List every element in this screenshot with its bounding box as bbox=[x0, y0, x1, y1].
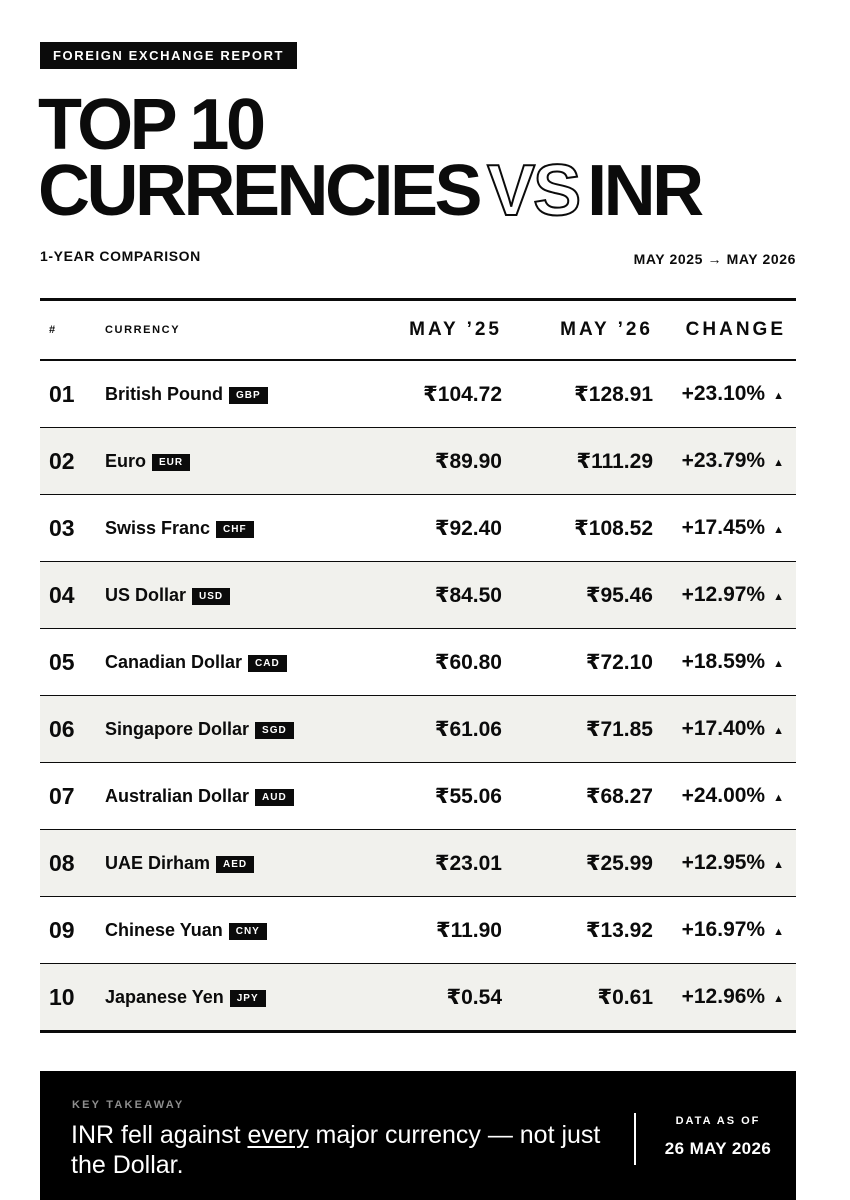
currency-code-badge: CNY bbox=[229, 923, 267, 940]
row-may26-rate: ₹25.99 bbox=[510, 830, 661, 897]
row-may25-rate: ₹55.06 bbox=[360, 763, 510, 830]
row-rank: 05 bbox=[40, 629, 105, 696]
currency-name: Japanese Yen bbox=[105, 986, 224, 1007]
up-triangle-icon: ▲ bbox=[773, 524, 784, 536]
row-currency bbox=[105, 696, 360, 763]
row-rank: 01 bbox=[40, 360, 105, 428]
title-currencies: CURRENCIES bbox=[38, 151, 480, 231]
currency-name: Swiss Franc bbox=[105, 517, 211, 538]
row-may26-rate: ₹111.29 bbox=[510, 428, 661, 495]
row-change bbox=[661, 428, 796, 495]
change-value: +17.45% bbox=[681, 516, 766, 539]
change-value: +23.10% bbox=[681, 382, 766, 405]
row-currency bbox=[105, 562, 360, 629]
table-row bbox=[40, 629, 796, 696]
row-currency bbox=[105, 763, 360, 830]
up-triangle-icon: ▲ bbox=[773, 591, 784, 603]
data-as-of-label: DATA AS OF bbox=[675, 1115, 761, 1127]
currency-name: Australian Dollar bbox=[105, 785, 250, 806]
row-rank: 10 bbox=[40, 964, 105, 1032]
table-row bbox=[40, 763, 796, 830]
currency-name: Singapore Dollar bbox=[105, 718, 250, 739]
currency-code-badge: CHF bbox=[216, 521, 254, 538]
currency-name: Canadian Dollar bbox=[105, 651, 243, 672]
change-value: +17.40% bbox=[681, 717, 766, 740]
row-rank: 03 bbox=[40, 495, 105, 562]
row-change bbox=[661, 629, 796, 696]
row-change bbox=[661, 360, 796, 428]
title-vs-outline: VS bbox=[487, 151, 580, 231]
subtitle: 1-YEAR COMPARISON bbox=[40, 248, 201, 264]
row-change bbox=[661, 562, 796, 629]
table-row bbox=[40, 964, 796, 1032]
row-currency bbox=[105, 897, 360, 964]
up-triangle-icon: ▲ bbox=[773, 993, 784, 1005]
row-rank: 09 bbox=[40, 897, 105, 964]
row-currency bbox=[105, 428, 360, 495]
row-may25-rate: ₹104.72 bbox=[360, 360, 510, 428]
currency-code-badge: AUD bbox=[255, 789, 294, 806]
row-may25-rate: ₹60.80 bbox=[360, 629, 510, 696]
up-triangle-icon: ▲ bbox=[773, 725, 784, 737]
up-triangle-icon: ▲ bbox=[773, 390, 784, 402]
row-rank: 04 bbox=[40, 562, 105, 629]
key-takeaway-panel bbox=[40, 1071, 796, 1200]
row-currency bbox=[105, 495, 360, 562]
change-value: +12.96% bbox=[681, 985, 766, 1008]
currency-name: British Pound bbox=[105, 383, 223, 404]
currency-code-badge: SGD bbox=[255, 722, 294, 739]
header-may25: MAY ’25 bbox=[360, 300, 510, 361]
row-may25-rate: ₹84.50 bbox=[360, 562, 510, 629]
currency-name: Chinese Yuan bbox=[105, 919, 223, 940]
row-may26-rate: ₹72.10 bbox=[510, 629, 661, 696]
up-triangle-icon: ▲ bbox=[773, 792, 784, 804]
row-may25-rate: ₹11.90 bbox=[360, 897, 510, 964]
table-row bbox=[40, 562, 796, 629]
change-value: +12.95% bbox=[681, 851, 766, 874]
data-as-of-date: 26 MAY 2026 bbox=[664, 1139, 772, 1158]
takeaway-emphasis: every bbox=[247, 1121, 309, 1149]
table-row bbox=[40, 830, 796, 897]
row-change bbox=[661, 763, 796, 830]
row-currency bbox=[105, 360, 360, 428]
row-may26-rate: ₹95.46 bbox=[510, 562, 661, 629]
takeaway-text-before: INR fell against bbox=[71, 1121, 248, 1149]
currency-code-badge: GBP bbox=[229, 387, 268, 404]
header-rank: # bbox=[40, 300, 105, 361]
title-line-1: TOP 10 bbox=[38, 85, 263, 165]
row-change bbox=[661, 964, 796, 1032]
row-may25-rate: ₹23.01 bbox=[360, 830, 510, 897]
change-value: +18.59% bbox=[681, 650, 766, 673]
currency-table bbox=[40, 298, 796, 1033]
title-line-2 bbox=[38, 151, 701, 231]
up-triangle-icon: ▲ bbox=[773, 658, 784, 670]
period-range: MAY 2025 → MAY 2026 bbox=[633, 251, 796, 267]
row-change bbox=[661, 495, 796, 562]
table-row bbox=[40, 696, 796, 763]
row-may26-rate: ₹68.27 bbox=[510, 763, 661, 830]
currency-name: US Dollar bbox=[105, 584, 187, 605]
report-tag: FOREIGN EXCHANGE REPORT bbox=[40, 42, 297, 69]
up-triangle-icon: ▲ bbox=[773, 926, 784, 938]
currency-code-badge: USD bbox=[192, 588, 230, 605]
change-value: +12.97% bbox=[681, 583, 766, 606]
change-value: +24.00% bbox=[681, 784, 766, 807]
key-takeaway-text bbox=[71, 1120, 616, 1180]
row-rank: 07 bbox=[40, 763, 105, 830]
row-may25-rate: ₹0.54 bbox=[360, 964, 510, 1032]
row-change bbox=[661, 830, 796, 897]
row-may25-rate: ₹92.40 bbox=[360, 495, 510, 562]
currency-code-badge: CAD bbox=[248, 655, 287, 672]
row-may26-rate: ₹13.92 bbox=[510, 897, 661, 964]
row-currency bbox=[105, 830, 360, 897]
table-row bbox=[40, 360, 796, 428]
change-value: +23.79% bbox=[681, 449, 766, 472]
header-may26: MAY ’26 bbox=[510, 300, 661, 361]
currency-code-badge: AED bbox=[216, 856, 254, 873]
row-change bbox=[661, 696, 796, 763]
row-rank: 02 bbox=[40, 428, 105, 495]
row-may25-rate: ₹89.90 bbox=[360, 428, 510, 495]
key-takeaway-label: KEY TAKEAWAY bbox=[72, 1099, 185, 1111]
row-may26-rate: ₹128.91 bbox=[510, 360, 661, 428]
up-triangle-icon: ▲ bbox=[773, 859, 784, 871]
table-row bbox=[40, 495, 796, 562]
row-may26-rate: ₹0.61 bbox=[510, 964, 661, 1032]
footer-divider bbox=[634, 1113, 636, 1165]
row-may26-rate: ₹71.85 bbox=[510, 696, 661, 763]
row-currency bbox=[105, 629, 360, 696]
currency-code-badge: JPY bbox=[230, 990, 266, 1007]
currency-code-badge: EUR bbox=[152, 454, 190, 471]
change-value: +16.97% bbox=[681, 918, 766, 941]
header-currency: CURRENCY bbox=[105, 300, 360, 361]
row-may26-rate: ₹108.52 bbox=[510, 495, 661, 562]
row-rank: 08 bbox=[40, 830, 105, 897]
table-row bbox=[40, 897, 796, 964]
row-change bbox=[661, 897, 796, 964]
title-inr: INR bbox=[587, 151, 701, 231]
page-title bbox=[38, 85, 701, 231]
row-currency bbox=[105, 964, 360, 1032]
table-row bbox=[40, 428, 796, 495]
header-change: CHANGE bbox=[661, 300, 796, 361]
row-rank: 06 bbox=[40, 696, 105, 763]
takeaway-text-after: major currency — not just the Dollar. bbox=[71, 1121, 601, 1179]
up-triangle-icon: ▲ bbox=[773, 457, 784, 469]
row-may25-rate: ₹61.06 bbox=[360, 696, 510, 763]
currency-name: UAE Dirham bbox=[105, 852, 211, 873]
table-header-row bbox=[40, 300, 796, 361]
currency-name: Euro bbox=[105, 450, 147, 471]
